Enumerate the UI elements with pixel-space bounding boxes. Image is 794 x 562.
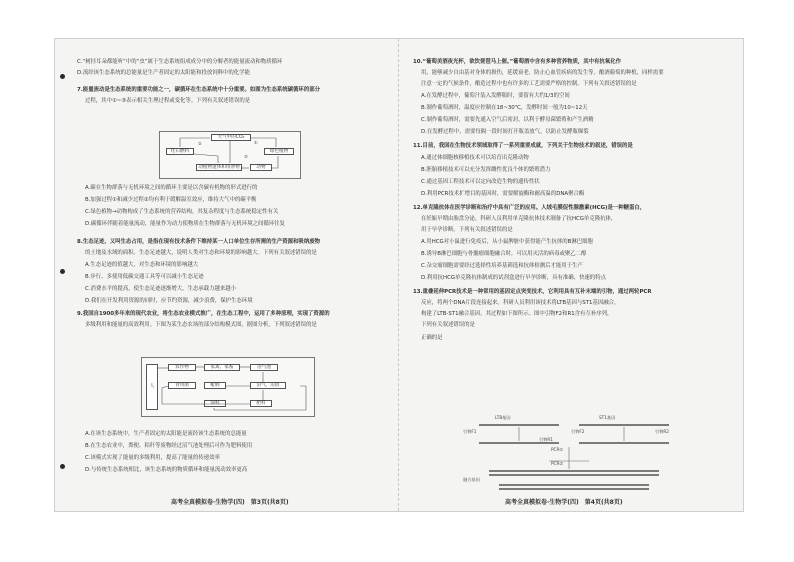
text-line: B.制作葡萄酒时，温度应控制在18~30℃，发酵时间一般为10~12天 [421,105,588,111]
text-line: D.碳循环伴随着能量流动，能量作为动力使物质在生物群落与无机环境之间循环往复 [85,221,285,227]
text-line: 多级利用和能量的高效利用。下图为某生态农场的部分结构模式图，据图分析，下列叙述错误的是 [85,322,317,328]
text-line: A.碳在生物群落与无机环境之间的循环主要是以含碳有机物的形式进行的 [85,185,258,191]
diagram-label-primer-r1: 引物R1 [539,437,553,442]
text-line: C.杂交瘤细胞需要经过选择性培养基筛选和抗体检测后才能用于生产 [421,263,583,269]
carbon-cycle-diagram [159,131,301,179]
diagram-box-fertilizer: 肥料 [250,400,272,407]
text-line: B.胚胎移植技术可以充分发挥雌性优良个体的繁殖潜力 [421,167,551,173]
page-footer-left: 高考全真模拟卷·生物学(四) 第3页(共8页) [171,499,289,506]
text-line: 在妊娠早期由胎盘分泌。科研人员利用单克隆抗体技术制备了抗HCG单克隆抗体， [421,216,617,222]
diagram-label-pcr1: PCR① [551,447,564,452]
diagram-box-fungi: 食用菌 [168,382,196,389]
text-line: B.诱导B淋巴细胞与骨髓瘤细胞融合时，可以用灭活的病毒或聚乙二醇 [421,251,587,257]
text-line: D.利用抗HCG单克隆抗体制成的试剂盒进行早孕诊断，具有准确、快速的特点 [421,275,606,281]
diagram-label-st1: ST1基因 [599,415,616,420]
text-line: B.在生态农业中，粪便、秸秆等废物经过沼气池处理后可作为肥料使用 [85,443,253,449]
diagram-box-biogas-residue: 沼气、沼渣 [250,382,286,389]
text-line: 构建了LTB-ST1融合基因，其过程如下图所示。图中引物F2和R1含有互补序列， [421,311,613,317]
diagram-arrows [142,358,314,416]
diagram-box-biogas-pool: 沼气池 [250,364,278,371]
text-line: 下列有关叙述错误的是 [421,322,475,328]
text-line: C.消费水平的提高，使生态足迹逐渐增大，生态承载力越来越小 [85,286,237,292]
diagram-box-remains: 动植物遗体和排泄物 [196,164,242,171]
text-line: 7.能量流动是生态系统的重要功能之一，碳循环在生态系统中十分重要。如图为生态系统碳循环的部分 [77,87,320,93]
text-line: 11.目前，我国在生物技术领域取得了一系列重要成就，下列关于生物技术的叙述，错误的是 [413,143,633,149]
text-line: D.流经该生态系统的总能量是生产者固定的太阳能和投放饲料中的化学能 [77,70,250,76]
diagram-box-green-plants: 绿色植物 [264,148,294,155]
eco-agriculture-diagram [141,357,315,417]
text-line: 正确的是 [421,335,443,341]
diagram-label-ltb: LTB基因 [495,415,511,420]
diagram-label-3: ③ [244,154,248,159]
text-line: D.利用PCR技术扩增目的基因时，需要解旋酶和耐高温的DNA聚合酶 [421,191,585,197]
diagram-arrows [160,132,300,178]
diagram-box-feed: 饲料 [204,400,226,407]
text-line: 12.单克隆抗体在医学诊断和治疗中具有广泛的应用。人绒毛膜促性腺激素(HCG)是一种糖蛋白， [413,205,646,211]
text-line: A.在发酵过程中，葡萄汁装入发酵瓶时，要留有大约1/3的空间 [421,93,570,99]
binding-hole [60,74,65,79]
page-left [55,39,399,511]
text-line: 用于早孕诊断。下列有关叙述错误的是 [421,227,513,233]
text-line: D.在发酵过程中，需要每隔一段时间打开瓶盖放气，以防止发酵瓶爆裂 [421,129,589,135]
diagram-box-crops: 农作物 [168,364,196,371]
diagram-label-2: ② [198,141,202,146]
diagram-label-primer-r2: 引物R2 [655,429,669,434]
diagram-label-pcr2: PCR② [551,461,564,466]
overlap-pcr-diagram [459,415,689,495]
text-line: C.通过基因工程技术可以定向改造生物的遗传性状 [421,179,540,185]
text-line: 过程，其中①~③表示相关生理过程或变化等。下列有关叙述错误的是 [85,98,251,104]
text-line: C.该模式实现了能量的多级利用，提高了能量的传递效率 [85,455,220,461]
text-line: A.在该生态系统中，生产者固定的太阳能是流经该生态系统的总能量 [85,431,247,437]
text-line: C.“树挂耳朵都能听”中的“虫”属于生态系统组成成分中的分解者的能量流动和物质循环 [77,59,283,65]
text-line: 反应，将两个DNA片段连接起来。科研人员利用该技术将LTB基因与ST1基因融合， [421,300,620,306]
diagram-box-earthworm: 蚯蚓 [204,382,226,389]
diagram-box-human: 人 [146,364,158,410]
text-line: 的土地及水域的面积。生态足迹越大，说明人类对生态和环境的影响越大。下列有关叙述错误的是 [85,250,317,256]
text-line: B.加强过程①和减少过程②均有利于缓解温室效应，维持大气中的碳平衡 [85,197,257,203]
diagram-label-fusion: 融合基因 [463,477,480,482]
diagram-box-fossil-fuel: 化石燃料 [166,148,194,155]
binding-hole [60,464,65,469]
text-line: 9.我国自1900多年来的现代农业，将生态农业模式推广，在生态工程中，运用了多种原理，实现了资源的 [77,311,330,317]
text-line: 8.生态足迹，又叫生态占用，是指在现有技术条件下维持某一人口单位生存所需的生产资源和吸纳废物 [77,239,320,245]
binding-hole [60,269,65,274]
diagram-label-primer-f2: 引物F2 [571,429,585,434]
diagram-box-animals: 动物 [250,164,272,171]
scanned-sheet [54,38,744,512]
text-line: 用，能够减少自由基对身体的损伤，延缓衰老，防止心血管疾病的发生等。酿酒葡萄的种植，同样需要 [421,70,664,76]
text-line: B.步行、多使用低碳交通工具等可以减小生态足迹 [85,274,204,280]
diagram-box-atmosphere-co2: 大气中的CO₂ [211,134,251,141]
diagram-label-primer-f1: 引物F1 [463,429,477,434]
text-line: C.制作葡萄酒时，需要先通入空气后密封，以利于酵母菌繁殖和产生酒精 [421,117,594,123]
diagram-label-1: ① [254,140,258,145]
text-line: A.用HCG对小鼠进行免疫后，从小鼠脾脏中获得能产生抗体的B淋巴细胞 [421,239,593,245]
diagram-box-livestock: 家禽、家畜 [204,364,240,371]
page-footer-right: 高考全真模拟卷·生物学(四) 第4页(共8页) [505,499,623,506]
text-line: D.我们在开发利用资源的同时，应节约资源，减少浪费，保护生态环境 [85,298,253,304]
text-line: C.绿色植物→动物构成了生态系统的营养结构，其复杂程度与生态系统稳定性有关 [85,209,279,215]
text-line: A.生态足迹的值越大，对生态和环境的影响越大 [85,262,199,268]
text-line: 注意一定的气候条件，酿造过程中也有许多的工艺需要严格的控制。下列有关叙述错误的是 [421,81,637,87]
text-line: D.与传统生态系统相比，该生态系统的物质循环和能量流动效率更高 [85,467,248,473]
text-line: A.通过体细胞核移植技术可以培育出克隆动物 [421,155,529,161]
diagram-strands [459,415,689,495]
page-right [399,39,743,511]
text-line: 13.重叠延伸PCR技术是一种常用的基因定点突变技术，它利用具有互补末端的引物，通过两轮PCR [413,289,652,295]
text-line: 10.“葡萄美酒夜光杯，欲饮琵琶马上催。”葡萄酒中含有多种营养物质，其中有抗氧化作 [413,59,621,65]
